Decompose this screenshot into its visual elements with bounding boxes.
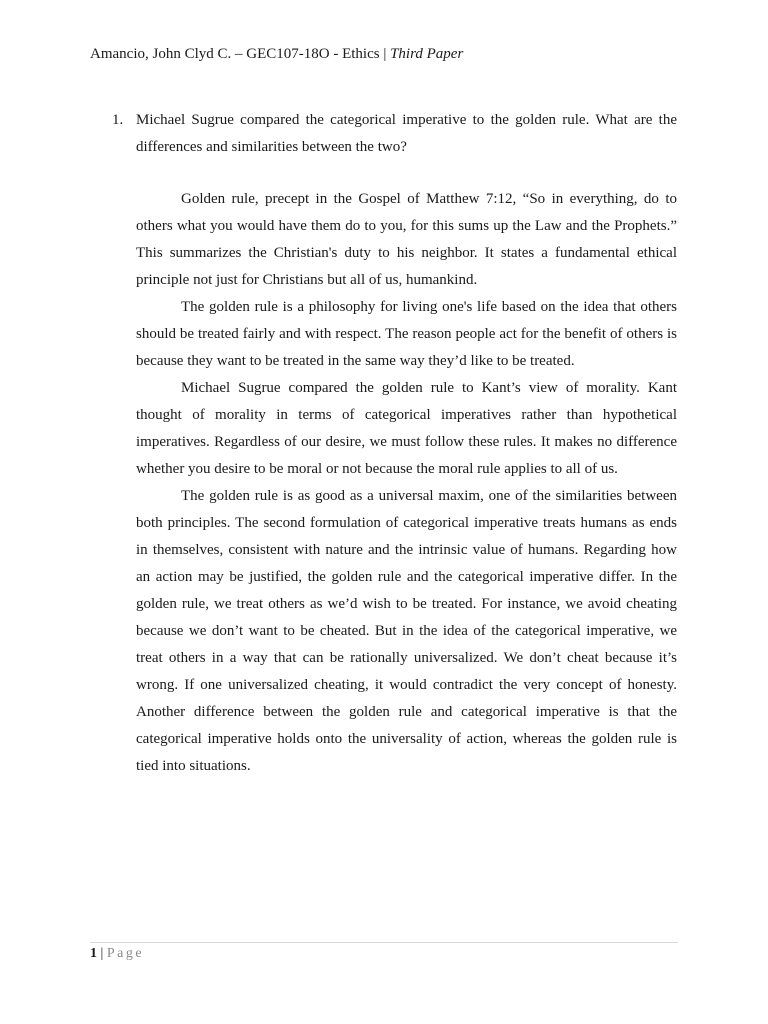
footer-separator: | (97, 946, 107, 961)
footer-page-label: Page (106, 946, 145, 961)
answer-paragraph-4: The golden rule is as good as a universal maxim, one of the similarities between both principles. The second formulation of categorical imperative treats humans as ends in themselves, consistent with nature and the intrinsic value of humans. Regarding how an action may be justified, the golden rule and the categorical imperative differ. In the golden rule, we treat others as we’d wish to be treated. For instance, we avoid cheating because we don’t want to be cheated. But in the idea of the categorical imperative, we treat others in a way that can be rationally universalized. We don’t cheat because it’s wrong. If one universalized cheating, it would contradict the very concept of honesty. Another difference between the golden rule and categorical imperative is that the categorical imperative holds onto the universality of action, whereas the golden rule is tied into situations. (136, 488, 677, 774)
question-item (112, 107, 677, 161)
page-header (90, 44, 463, 64)
header-paper-title: Third Paper (390, 46, 464, 62)
answer-paragraph-3: Michael Sugrue compared the golden rule to Kant’s view of morality. Kant thought of morality in terms of categorical imperatives rather than hypothetical imperatives. Regardless of our desire, we must follow these rules. It makes no difference whether you desire to be moral or not because the moral rule applies to all of us. (136, 380, 677, 477)
answer-paragraph-2: The golden rule is a philosophy for living one's life based on the idea that others should be treated fairly and with respect. The reason people act for the benefit of others is because they want to be treated in the same way they’d like to be treated. (136, 299, 677, 369)
footer-divider (90, 942, 678, 943)
footer-page-number: 1 (90, 946, 97, 961)
header-author-course: Amancio, John Clyd C. – GEC107-18O - Ethics | (90, 46, 391, 62)
answer-body (136, 186, 677, 780)
answer-paragraph-1: Golden rule, precept in the Gospel of Matthew 7:12, “So in everything, do to others what you would have them do to you, for this sums up the Law and the Prophets.” This summarizes the Christian's duty to his neighbor. It states a fundamental ethical principle not just for Christians but all of us, humankind. (136, 191, 677, 288)
page-footer (90, 945, 144, 963)
question-number: 1. (112, 112, 124, 128)
question-text: Michael Sugrue compared the categorical imperative to the golden rule. What are the differences and similarities between the two? (136, 112, 677, 155)
